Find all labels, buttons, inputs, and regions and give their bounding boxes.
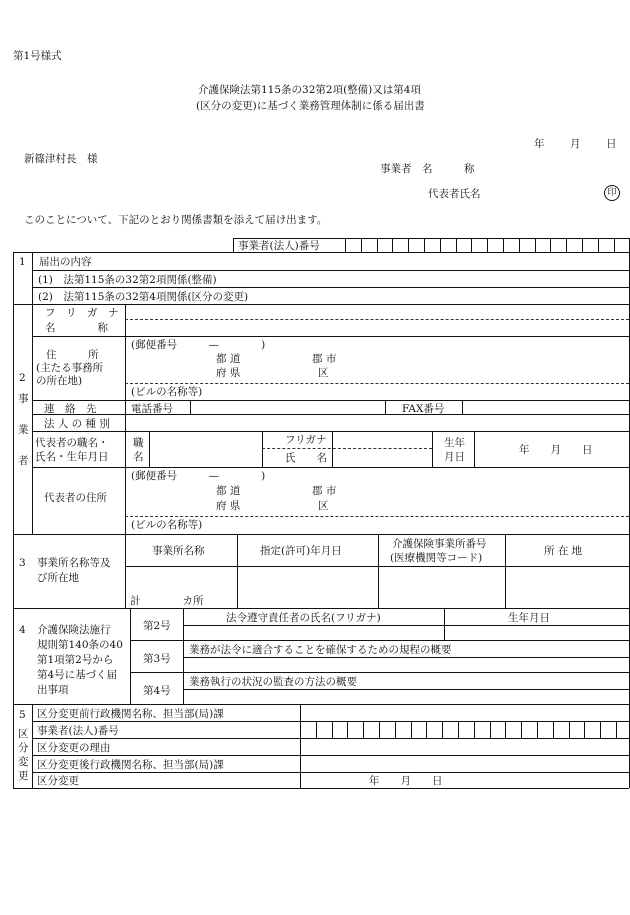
- corpboxes-top-sep-15: [582, 238, 583, 252]
- s4-audit-label: 業務執行の状況の監査の方法の概要: [189, 676, 357, 688]
- s3-total: 計 カ所: [130, 595, 204, 607]
- s3-col-office-number: 介護保険事業所番号: [392, 538, 487, 550]
- corpboxes-s5-sep-15: [537, 721, 538, 738]
- s2-fax-label: FAX番号: [402, 403, 445, 415]
- corpboxes-s5-sep-18: [584, 721, 585, 738]
- s2-building: (ビルの名称等): [131, 386, 203, 398]
- corpboxes-top-sep-9: [487, 238, 488, 252]
- s2-contact-label: 連 絡 先: [44, 403, 97, 415]
- s4-label-5: 出事項: [37, 684, 69, 696]
- title-line-2: (区分の変更)に基づく業務管理体制に係る届出書: [196, 100, 425, 112]
- corpboxes-top-sep-8: [471, 238, 472, 252]
- corpboxes-top-sep-14: [566, 238, 567, 252]
- s5-num: 5: [19, 709, 26, 721]
- s2-addr-label-2: (主たる事務所: [36, 362, 104, 374]
- s2-corp-type-label: 法 人 の 種 別: [44, 418, 110, 430]
- corpboxes-top-sep-7: [456, 238, 457, 252]
- s2-ku: 区: [318, 367, 329, 379]
- s1-option-1: (1) 法第115条の32第2項関係(整備): [38, 274, 217, 286]
- s2-rep-fuken: 府 県: [216, 500, 241, 512]
- s2-birth-1: 生年: [444, 437, 465, 449]
- s2-shoku-1: 職: [133, 437, 144, 449]
- corpboxes-s5-sep-14: [521, 721, 522, 738]
- s5-row-3: 区分変更の理由: [37, 742, 111, 754]
- s2-rep-label-2: 氏名・生年月日: [35, 451, 109, 463]
- s4-birthdate-label: 生年月日: [508, 612, 550, 624]
- corpboxes-s5-sep-5: [379, 721, 380, 738]
- s2-side-3: 者: [18, 455, 29, 467]
- corpboxes-top-sep-16: [598, 238, 599, 252]
- s2-side-2: 業: [18, 424, 29, 436]
- corpboxes-s5-sep-8: [426, 721, 427, 738]
- corpboxes-s5-sep-20: [616, 721, 617, 738]
- s2-furigana-2: フリガナ: [285, 434, 327, 446]
- date-day: 日: [606, 138, 617, 150]
- date-year: 年: [534, 138, 545, 150]
- s2-phone-label: 電話番号: [131, 403, 173, 415]
- s4-label-3: 第1項第2号から: [37, 654, 114, 666]
- s4-rule-label: 業務が法令に適合することを確保するための規程の概要: [189, 644, 452, 656]
- corpboxes-top-sep-12: [535, 238, 536, 252]
- corpboxes-top-sep-10: [503, 238, 504, 252]
- s5-row-4: 区分変更後行政機関名称、担当部(局)課: [37, 759, 224, 771]
- corpboxes-s5-sep-11: [474, 721, 475, 738]
- s4-no2: 第2号: [143, 620, 171, 632]
- s5-row-2: 事業者(法人)番号: [37, 725, 119, 737]
- s3-label-2: び所在地: [37, 572, 79, 584]
- corpboxes-s5-sep-16: [553, 721, 554, 738]
- corpboxes-top-sep-1: [361, 238, 362, 252]
- s4-label-1: 介護保険法施行: [37, 624, 111, 636]
- corpboxes-s5-sep-7: [411, 721, 412, 738]
- s2-addr-label-3: の所在地): [36, 375, 83, 387]
- s2-rep-ku: 区: [318, 500, 329, 512]
- s5-side-1: 区: [18, 728, 29, 740]
- s3-col-office-name: 事業所名称: [152, 545, 205, 557]
- corpboxes-s5-sep-17: [569, 721, 570, 738]
- s4-label-2: 規則第140条の40: [37, 639, 123, 651]
- s3-col-medical-code: (医療機関等コード): [390, 552, 483, 564]
- corpboxes-top-sep-4: [408, 238, 409, 252]
- s4-label-4: 第4号に基づく届: [37, 669, 118, 681]
- corpboxes-s5-sep-19: [600, 721, 601, 738]
- corp-number-label: 事業者(法人)番号: [238, 240, 320, 252]
- date-month: 月: [570, 138, 581, 150]
- corpboxes-s5-sep-13: [505, 721, 506, 738]
- s2-birth-ymd: 年 月 日: [519, 444, 593, 456]
- seal-mark: 印: [604, 185, 620, 201]
- corpboxes-s5-sep-9: [442, 721, 443, 738]
- corpboxes-s5-sep-3: [347, 721, 348, 738]
- corpboxes-s5-sep-4: [363, 721, 364, 738]
- s3-num: 3: [19, 557, 26, 569]
- corpboxes-top-sep-0: [345, 238, 346, 252]
- s2-rep-addr-label: 代表者の住所: [44, 492, 107, 504]
- corpboxes-top-sep-11: [519, 238, 520, 252]
- s2-rep-label-1: 代表者の職名・: [35, 437, 109, 449]
- s3-col-location: 所 在 地: [544, 545, 583, 557]
- s3-label-1: 事業所名称等及: [37, 557, 111, 569]
- corpboxes-s5-sep-10: [458, 721, 459, 738]
- s2-rep-gunshi: 郡 市: [312, 485, 337, 497]
- s2-num: 2: [19, 372, 26, 384]
- corpboxes-s5-sep-0: [300, 721, 301, 738]
- s1-num: 1: [19, 256, 26, 268]
- s5-side-3: 変: [18, 756, 29, 768]
- s5-side-4: 更: [18, 770, 29, 782]
- s5-side-2: 分: [18, 742, 29, 754]
- s5-row-5: 区分変更: [37, 775, 79, 787]
- s1-title: 届出の内容: [39, 256, 92, 268]
- corpboxes-s5-sep-12: [490, 721, 491, 738]
- business-name-label: 事業者 名 称: [380, 163, 475, 175]
- s4-no4: 第4号: [143, 685, 171, 697]
- s2-side-1: 事: [18, 393, 29, 405]
- addressee: 新篠津村長 様: [24, 153, 98, 165]
- corpboxes-top-sep-5: [424, 238, 425, 252]
- intro-text: このことについて、下記のとおり関係書類を添えて届け出ます。: [24, 214, 328, 226]
- corpboxes-top-sep-13: [550, 238, 551, 252]
- s2-shoku-2: 名: [133, 451, 144, 463]
- s2-todo: 都 道: [216, 353, 241, 365]
- s2-fuken: 府 県: [216, 367, 241, 379]
- s3-col-designation-date: 指定(許可)年月日: [260, 545, 342, 557]
- corpboxes-top-sep-6: [440, 238, 441, 252]
- corpboxes-top-sep-3: [392, 238, 393, 252]
- s5-row-1: 区分変更前行政機関名称、担当部(局)課: [37, 708, 224, 720]
- rep-name-label: 代表者氏名: [428, 188, 481, 200]
- s2-addr-label-1: 住 所: [46, 349, 99, 361]
- s4-compliance-label: 法令遵守責任者の氏名(フリガナ): [226, 612, 381, 624]
- s4-no3: 第3号: [143, 653, 171, 665]
- s2-rep-building: (ビルの名称等): [131, 519, 203, 531]
- s2-furigana-label: フ リ ガ ナ: [45, 307, 119, 319]
- title-line-1: 介護保険法第115条の32第2項(整備)又は第4項: [198, 84, 421, 96]
- corpboxes-top-sep-17: [614, 238, 615, 252]
- corpboxes-s5-sep-2: [332, 721, 333, 738]
- s2-gunshi: 郡 市: [312, 353, 337, 365]
- corpboxes-top-sep-2: [377, 238, 378, 252]
- s5-row-5-date: 年 月 日: [369, 775, 443, 787]
- s2-shimei: 氏 名: [285, 452, 327, 464]
- s2-postal: (郵便番号 — ): [131, 339, 266, 351]
- corpboxes-s5-sep-6: [395, 721, 396, 738]
- s2-rep-todo: 都 道: [216, 485, 241, 497]
- corpboxes-s5-sep-1: [316, 721, 317, 738]
- s2-name-label: 名 称: [45, 322, 108, 334]
- form-label: 第1号様式: [13, 50, 62, 62]
- s2-birth-2: 月日: [444, 451, 465, 463]
- s2-rep-postal: (郵便番号 — ): [131, 470, 266, 482]
- s1-option-2: (2) 法第115条の32第4項関係(区分の変更): [38, 291, 249, 303]
- s4-num: 4: [19, 624, 26, 636]
